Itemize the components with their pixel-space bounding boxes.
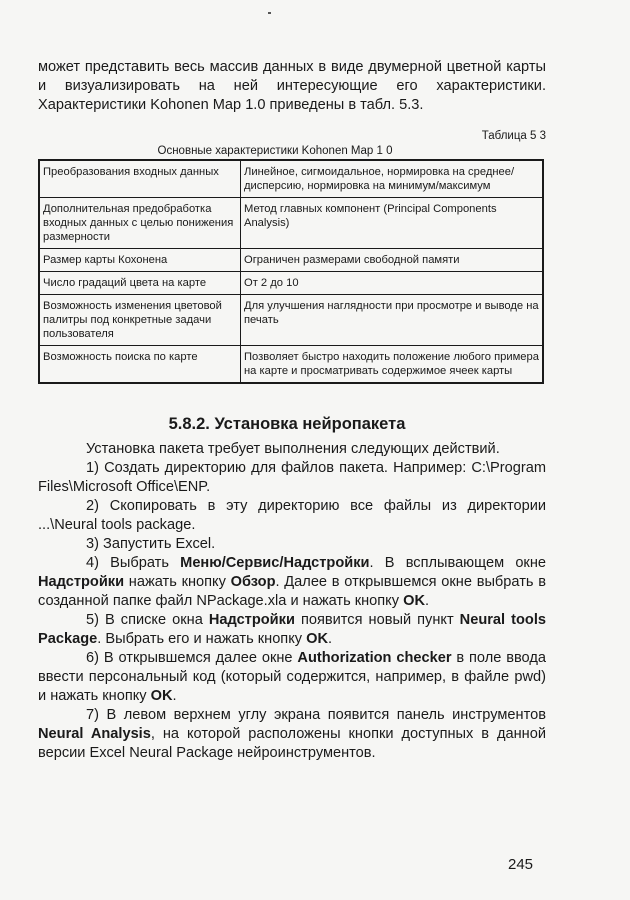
characteristics-table bbox=[38, 159, 544, 384]
table-row bbox=[39, 198, 543, 249]
feature-cell: Дополнительная предобработка входных данных с целью понижения размерности bbox=[39, 198, 241, 249]
text-run: 6) В открывшемся далее окне bbox=[86, 650, 298, 666]
value-cell: Для улучшения наглядности при просмотре и выводе на печать bbox=[241, 295, 544, 346]
table-row bbox=[39, 160, 543, 198]
window-name: Надстройки bbox=[208, 612, 295, 628]
button-name: OK bbox=[403, 593, 425, 609]
text-run: нажать кнопку bbox=[124, 574, 231, 590]
value-cell: Позволяет быстро находить положение любого примера на карте и просматривать содержимое ячеек карты bbox=[241, 346, 544, 384]
page-number: 245 bbox=[508, 856, 534, 873]
value-cell: Ограничен размерами свободной памяти bbox=[241, 249, 544, 272]
step-5 bbox=[38, 611, 546, 649]
step-7 bbox=[38, 706, 546, 763]
value-cell: Линейное, сигмоидальное, нормировка на среднее/дисперсию, нормировка на минимум/максимум bbox=[241, 160, 544, 198]
text-run: 4) Выбрать bbox=[86, 555, 181, 571]
toolbar-name: Neural Analysis bbox=[38, 726, 151, 742]
page-content bbox=[38, 58, 546, 763]
table-title: Основные характеристики Kohonen Map 1 0 bbox=[157, 145, 393, 157]
value-cell: От 2 до 10 bbox=[241, 272, 544, 295]
feature-cell: Возможность поиска по карте bbox=[39, 346, 241, 384]
text-run: . bbox=[328, 631, 333, 647]
feature-cell: Размер карты Кохонена bbox=[39, 249, 241, 272]
text-run: . Выбрать его и нажать кнопку bbox=[97, 631, 307, 647]
feature-cell: Число градаций цвета на карте bbox=[39, 272, 241, 295]
step-intro: Установка пакета требует выполнения следующих действий. bbox=[86, 441, 500, 457]
item-name: Neural tools Package bbox=[38, 612, 546, 647]
window-name: Надстройки bbox=[38, 574, 125, 590]
table-row bbox=[39, 295, 543, 346]
button-name: Обзор bbox=[230, 574, 276, 590]
window-name: Authorization checker bbox=[297, 650, 452, 666]
text-run: в поле ввода ввести персональный код (который содержится, например, в файле pwd) и нажать кнопку bbox=[38, 650, 546, 704]
text-run: 5) В списке окна bbox=[86, 612, 209, 628]
button-name: OK bbox=[306, 631, 329, 647]
table-row bbox=[39, 346, 543, 384]
text-run: . В всплывающем окне bbox=[369, 555, 546, 571]
text-run: появится новый пункт bbox=[294, 612, 460, 628]
scan-mark bbox=[268, 12, 271, 14]
text-run: . bbox=[172, 688, 177, 704]
feature-cell: Возможность изменения цветовой палитры под конкретные задачи пользователя bbox=[39, 295, 241, 346]
table-caption: Таблица 5 3 bbox=[481, 130, 546, 142]
value-cell: Метод главных компонент (Principal Components Analysis) bbox=[241, 198, 544, 249]
section-body bbox=[38, 440, 546, 763]
button-name: OK bbox=[150, 688, 173, 704]
feature-cell: Преобразования входных данных bbox=[39, 160, 241, 198]
table-row bbox=[39, 272, 543, 295]
table-row bbox=[39, 249, 543, 272]
step-6 bbox=[38, 649, 546, 706]
section-heading: 5.8.2. Установка нейропакета bbox=[168, 415, 406, 433]
text-run: 7) В левом верхнем углу экрана появится панель инструментов bbox=[86, 707, 546, 723]
menu-path: Меню/Сервис/Надстройки bbox=[180, 555, 370, 571]
text-run: . Далее в открывшемся окне выбрать в созданной папке файл NPackage.xla и нажать кнопку bbox=[38, 574, 546, 609]
intro-paragraph bbox=[38, 58, 546, 115]
text-run: . bbox=[424, 593, 430, 609]
step-1: 1) Создать директорию для файлов пакета. Например: C:\Program Files\Microsoft Office\ENP. bbox=[38, 460, 546, 495]
text-run: , на которой расположены кнопки доступных в данной версии Excel Neural Package нейроинструментов. bbox=[38, 726, 546, 761]
step-3: 3) Запустить Excel. bbox=[86, 536, 216, 552]
step-2: 2) Скопировать в эту директорию все файлы из директории ...\Neural tools package. bbox=[38, 498, 546, 533]
step-4 bbox=[38, 554, 546, 611]
intro-text: может представить весь массив данных в виде двумерной цветной карты и визуализировать на ней интересующие его характеристики. Характеристики Kohonen Map 1.0 приведены в табл. 5.3. bbox=[38, 59, 546, 113]
